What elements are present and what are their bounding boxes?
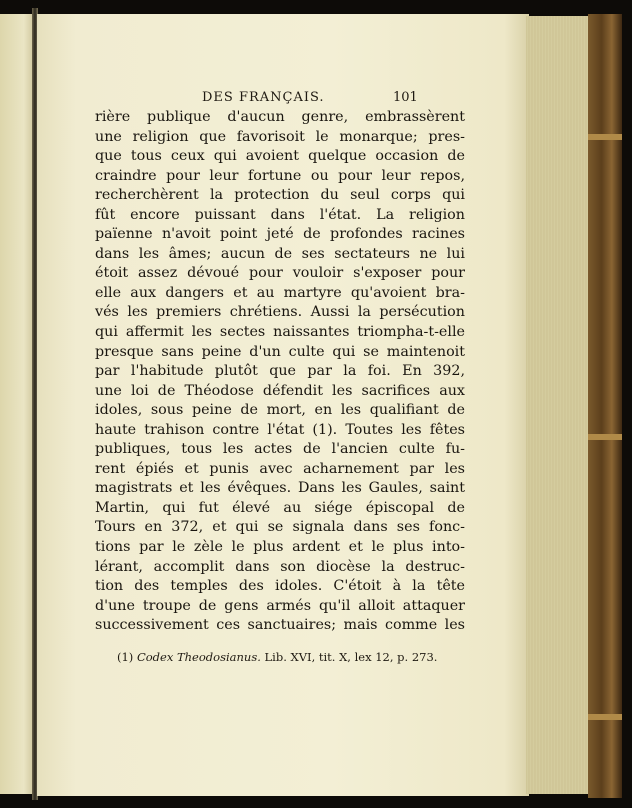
page-edges — [526, 16, 590, 794]
page-number: 101 — [393, 90, 418, 105]
text-line: Martin, qui fut élevé au siége épiscopal de — [95, 499, 465, 516]
text-line: rière publique d'aucun genre, embrassèrent — [95, 109, 465, 125]
text-line: Tours en 372, et qui se signala dans ses fonc- — [95, 519, 465, 536]
footnote-reference: Lib. XVI, tit. X, lex 12, p. 273. — [264, 650, 438, 664]
text-line: fût encore puissant dans l'état. La religion — [95, 206, 465, 223]
text-line: que tous ceux qui avoient quelque occasion de — [95, 148, 465, 165]
book-page — [37, 14, 529, 796]
body-text — [95, 108, 465, 636]
footnote — [117, 650, 467, 664]
text-line: publiques, tous les actes de l'ancien culte fu- — [95, 441, 465, 458]
text-line: tion des temples des idoles. C'étoit à la tête — [95, 578, 465, 595]
page-header — [37, 90, 529, 110]
text-line: magistrats et les évêques. Dans les Gaules, saint — [95, 480, 465, 497]
text-line: presque sans peine d'un culte qui se maintenoit — [95, 343, 465, 360]
text-line: qui affermit les sectes naissantes triompha-t-elle — [95, 324, 465, 341]
book-cover — [588, 14, 622, 798]
text-line: une religion que favorisoit le monarque; pres- — [95, 128, 465, 145]
text-line: tions par le zèle le plus ardent et le plus into- — [95, 539, 465, 556]
text-line: dans les âmes; aucun de ses sectateurs ne lui — [95, 245, 465, 262]
text-line: lérant, accomplit dans son diocèse la destruc- — [95, 558, 465, 575]
text-line: vés les premiers chrétiens. Aussi la persécution — [95, 304, 465, 321]
text-line: elle aux dangers et au martyre qu'avoient bra- — [95, 284, 465, 301]
footnote-source: Codex Theodosianus. — [136, 650, 261, 664]
cover-band — [588, 714, 622, 720]
text-line: rent épiés et punis avec acharnement par les — [95, 460, 465, 477]
running-title: DES FRANÇAIS. — [202, 90, 325, 105]
text-line: étoit assez dévoué pour vouloir s'exposer pour — [95, 265, 465, 282]
text-line: craindre pour leur fortune ou pour leur repos, — [95, 167, 465, 184]
text-line: une loi de Théodose défendit les sacrifices aux — [95, 382, 465, 399]
text-line: recherchèrent la protection du seul corps qui — [95, 187, 465, 204]
cover-band — [588, 434, 622, 440]
text-line: par l'habitude plutôt que par la foi. En 392, — [95, 363, 465, 380]
text-line: successivement ces sanctuaires; mais comme les — [95, 617, 465, 634]
text-line: haute trahison contre l'état (1). Toutes les fêtes — [95, 421, 465, 438]
cover-band — [588, 134, 622, 140]
text-line: idoles, sous peine de mort, en les qualifiant de — [95, 402, 465, 419]
text-line: d'une troupe de gens armés qu'il alloit attaquer — [95, 597, 465, 614]
footnote-marker: (1) — [117, 650, 134, 664]
text-line: païenne n'avoit point jeté de profondes racines — [95, 226, 465, 243]
left-page-edge — [0, 14, 34, 794]
